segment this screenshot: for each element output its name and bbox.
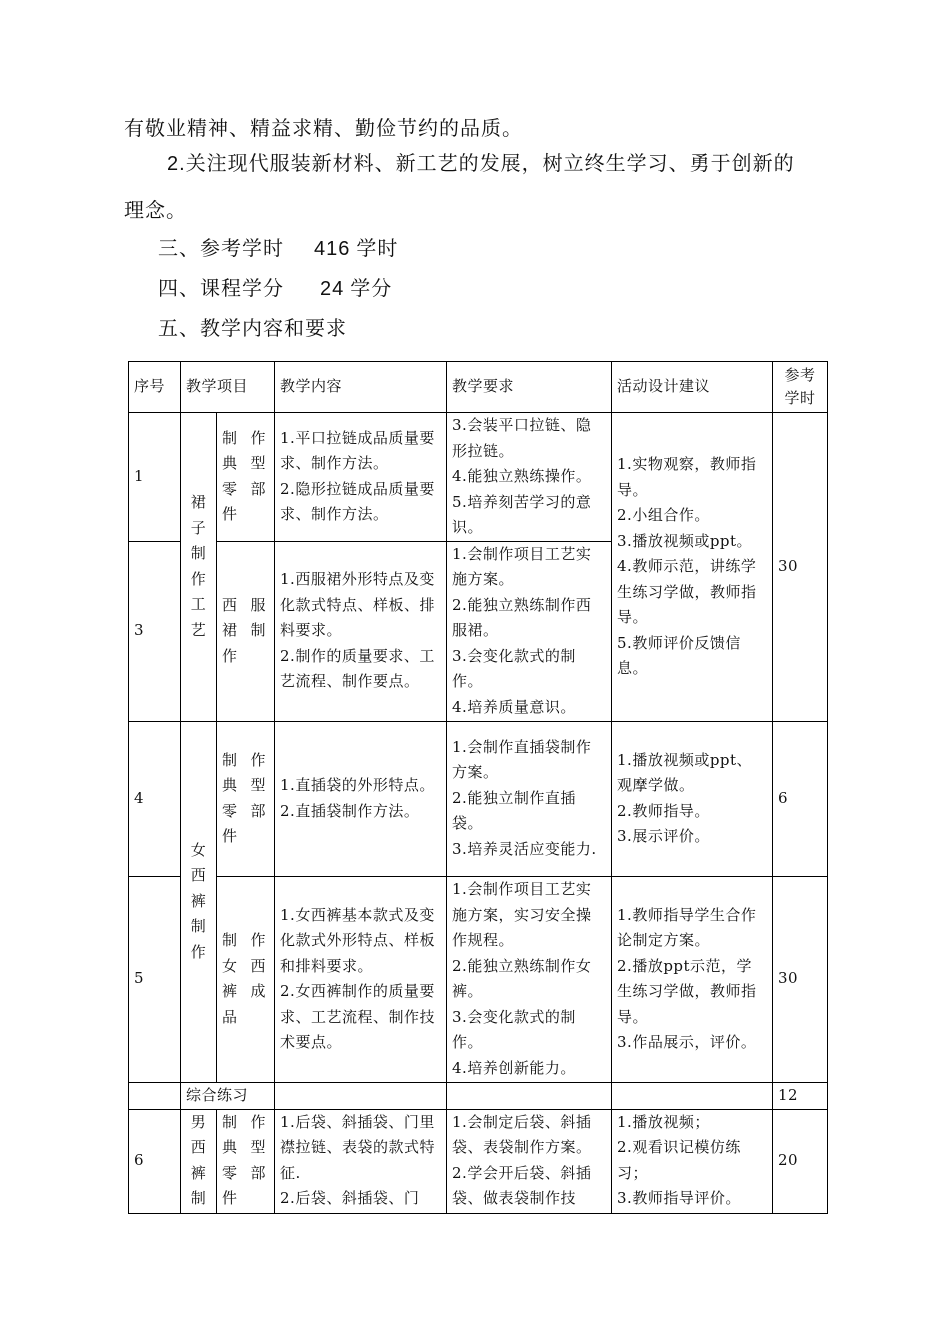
row-number: 3	[129, 541, 181, 721]
requirements-cell: 1.会制作项目工艺实施方案，实习安全操作规程。 2.能独立熟练制作女裤。 3.会变化款式的制作。 4.培养创新能力。	[447, 876, 612, 1082]
section-4-label: 四、课程学分	[158, 276, 284, 300]
summary-label: 综合练习	[181, 1082, 275, 1109]
table-row	[129, 1109, 828, 1213]
section-3-label: 三、参考学时	[158, 236, 284, 260]
table-header-row	[129, 362, 828, 413]
intro-line-1: 有敬业精神、精益求精、勤俭节约的品质。	[124, 116, 523, 140]
project-name: 裙子制作工艺	[181, 413, 217, 722]
activity-cell: 1.实物观察，教师指导。 2.小组合作。 3.播放视频或ppt。 4.教师示范，讲练学生练习学做，教师指导。 5.教师评价反馈信息。	[612, 413, 773, 722]
intro-item-2-continued: 理念。	[124, 198, 187, 222]
project-name: 男西裤制	[181, 1109, 217, 1213]
header-project: 教学项目	[181, 362, 275, 413]
content-cell: 1.平口拉链成品质量要求、制作方法。 2.隐形拉链成品质量要求、制作方法。	[275, 413, 447, 542]
activity-cell: 1.教师指导学生合作论制定方案。 2.播放ppt示范，学生练习学做，教师指导。 3.作品展示，评价。	[612, 876, 773, 1082]
part-name: 制作典型零部件	[217, 1109, 275, 1213]
hours-cell: 20	[773, 1109, 828, 1213]
table-row	[129, 413, 828, 542]
curriculum-table	[128, 361, 828, 1214]
activity-cell: 1.播放视频； 2.观看识记模仿练习； 3.教师指导评价。	[612, 1109, 773, 1213]
section-5-heading: 五、教学内容和要求	[158, 316, 347, 340]
content-cell: 1.女西裤基本款式及变化款式外形特点、样板和排料要求。 2.女西裤制作的质量要求、工艺流程、制作技术要点。	[275, 876, 447, 1082]
requirements-cell: 3.会装平口拉链、隐形拉链。 4.能独立熟练操作。 5.培养刻苦学习的意识。	[447, 413, 612, 542]
part-name: 制作女西裤成品	[217, 876, 275, 1082]
requirements-cell: 1.会制作直插袋制作方案。 2.能独立制作直插袋。 3.培养灵活应变能力.	[447, 721, 612, 876]
project-name: 女西裤制作	[181, 721, 217, 1082]
hours-cell: 12	[773, 1082, 828, 1109]
row-number: 1	[129, 413, 181, 542]
header-content: 教学内容	[275, 362, 447, 413]
hours-cell: 30	[773, 413, 828, 722]
requirements-cell: 1.会制定后袋、斜插袋、表袋制作方案。 2.学会开后袋、斜插袋、做表袋制作技	[447, 1109, 612, 1213]
header-activity: 活动设计建议	[612, 362, 773, 413]
header-no: 序号	[129, 362, 181, 413]
intro-item-2: 2.关注现代服装新材料、新工艺的发展，树立终生学习、勇于创新的	[167, 151, 795, 175]
part-name: 西服裙制作	[217, 541, 275, 721]
hours-cell: 6	[773, 721, 828, 876]
item-number: 2.	[167, 153, 186, 175]
content-cell	[275, 1082, 447, 1109]
section-4-value: 24	[320, 278, 345, 300]
row-number: 6	[129, 1109, 181, 1213]
row-number: 4	[129, 721, 181, 876]
section-4-credits	[158, 276, 392, 301]
content-cell: 1.后袋、斜插袋、门里襟拉链、表袋的款式特征. 2.后袋、斜插袋、门	[275, 1109, 447, 1213]
header-requirements: 教学要求	[447, 362, 612, 413]
part-name: 制作典型零部件	[217, 721, 275, 876]
summary-row	[129, 1082, 828, 1109]
section-3-reference-hours	[158, 236, 398, 261]
row-number	[129, 1082, 181, 1109]
requirements-cell: 1.会制作项目工艺实施方案。 2.能独立熟练制作西服裙。 3.会变化款式的制作。 4.培养质量意识。	[447, 541, 612, 721]
section-3-unit: 学时	[356, 236, 399, 260]
table-row	[129, 876, 828, 1082]
requirements-cell	[447, 1082, 612, 1109]
activity-cell: 1.播放视频或ppt、观摩学做。 2.教师指导。 3.展示评价。	[612, 721, 773, 876]
part-name: 制作典型零部件	[217, 413, 275, 542]
hours-cell: 30	[773, 876, 828, 1082]
section-3-value: 416	[314, 238, 351, 260]
header-hours: 参考学时	[773, 362, 828, 413]
activity-cell	[612, 1082, 773, 1109]
row-number: 5	[129, 876, 181, 1082]
content-cell: 1.西服裙外形特点及变化款式特点、样板、排料要求。 2.制作的质量要求、工艺流程、制作要点。	[275, 541, 447, 721]
content-cell: 1.直插袋的外形特点。 2.直插袋制作方法。	[275, 721, 447, 876]
table-row	[129, 721, 828, 876]
section-4-unit: 学分	[350, 276, 393, 300]
